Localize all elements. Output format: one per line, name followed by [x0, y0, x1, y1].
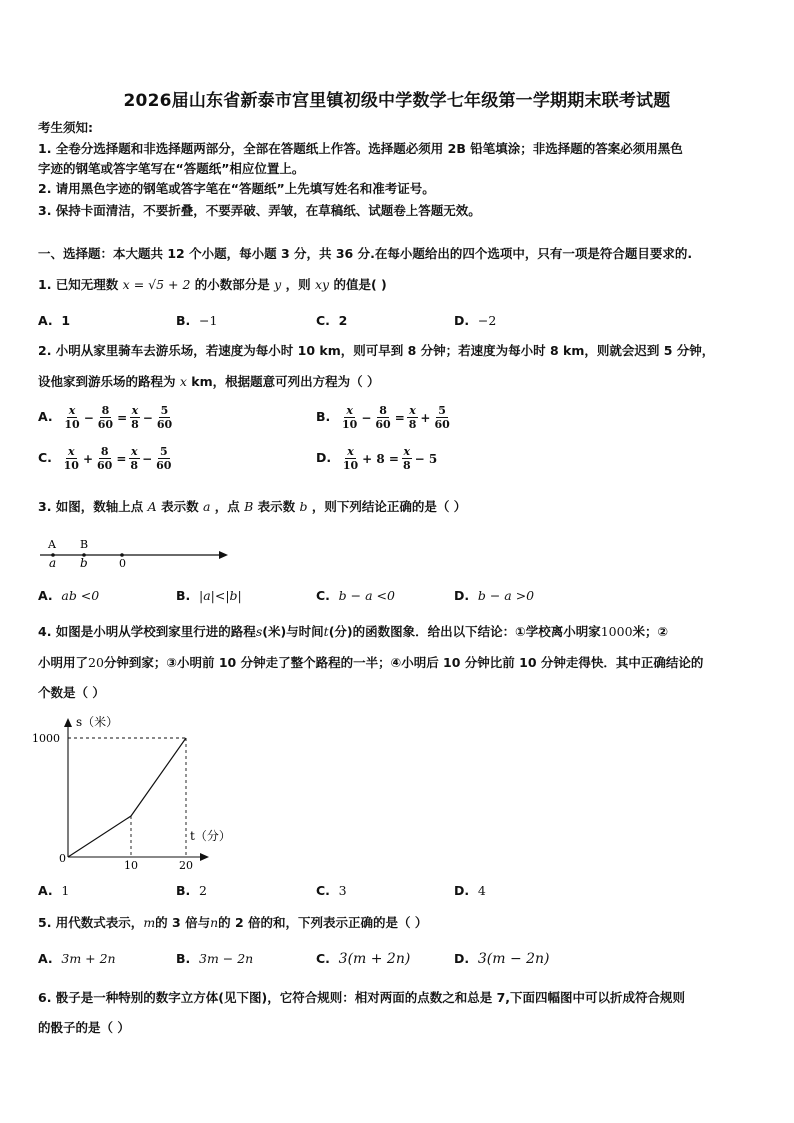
question-5	[38, 914, 756, 932]
fraction: $\frac{8}{60}$	[375, 404, 391, 431]
q3-text: 3. 如图，数轴上点	[38, 499, 144, 514]
option-value: 1	[61, 313, 71, 328]
option-value: b − a >0	[477, 588, 535, 603]
question-2-line-2	[38, 373, 756, 391]
option-letter: C.	[316, 313, 330, 328]
fraction: $\frac{x}{10}$	[342, 445, 359, 472]
option-value: 3m − 2n	[199, 951, 254, 966]
fraction: $\frac{x}{10}$	[64, 404, 80, 431]
graph-line	[68, 738, 186, 857]
fraction: $\frac{x}{8}$	[402, 445, 411, 472]
option-value: 3	[338, 883, 347, 898]
option-value: 4	[477, 883, 486, 898]
q1-text-mid2: ，则	[285, 277, 311, 292]
x-axis-label: t（分）	[190, 829, 231, 843]
option-value: 1	[61, 883, 70, 898]
question-2-line-1: 2. 小明从家里骑车去游乐场，若速度为每小时 10 km，则可早到 8 分钟；若速度为每小时 8 km，则就会迟到 5 分钟，	[38, 343, 715, 358]
q3-text-d: 表示数	[257, 499, 296, 514]
option-value: 2	[338, 313, 348, 328]
q3-var-b: b	[299, 499, 308, 514]
question-3	[38, 498, 756, 516]
option-letter: B.	[316, 409, 331, 424]
fraction: $\frac{5}{60}$	[156, 445, 172, 472]
q5-var-m: m	[143, 915, 156, 930]
option-letter: A.	[38, 951, 53, 966]
q1-option-d[interactable]	[454, 313, 496, 328]
option-letter: D.	[454, 588, 470, 603]
q5-var-n: n	[210, 915, 219, 930]
fraction: $\frac{x}{8}$	[130, 445, 139, 472]
option-letter: C.	[316, 588, 330, 603]
option-value: |a|<|b|	[199, 588, 242, 603]
option-letter: C.	[316, 951, 330, 966]
q5-text-c: 的 2 倍的和，下列表示正确的是（ ）	[218, 915, 428, 930]
fraction: $\frac{8}{60}$	[97, 445, 113, 472]
fraction: $\frac{x}{8}$	[131, 404, 139, 431]
q1-expression: x = √5 + 2	[122, 277, 191, 292]
q4-option-b[interactable]	[176, 883, 207, 898]
q4-text: 4. 如图是小明从学校到家里行进的路程	[38, 624, 256, 639]
q3-text-e: ，则下列结论正确的是（ ）	[311, 499, 467, 514]
option-letter: A.	[38, 883, 53, 898]
option-letter: A.	[38, 409, 53, 424]
notice-item-1: 1. 全卷分选择题和非选择题两部分，全部在答题纸上作答。选择题必须用 2B 铅笔填涂；非选择题的答案必须用黑色	[38, 141, 683, 156]
notice-item-1-cont: 字迹的钢笔或答字笔写在“答题纸”相应位置上。	[38, 161, 305, 176]
q2-option-a[interactable]: A. $\frac{x}{10}$ − $\frac{8}{60}$ = $\frac{x}{8}$ − $\frac{5}{60}$	[38, 404, 173, 431]
label-val-a: a	[49, 556, 57, 570]
q4-text-f: 分钟到家；③小明前 10 分钟走了整个路程的一半；④小明后 10 分钟比前 10 分钟走得快．其中正确结论的	[103, 655, 704, 670]
q4-option-a[interactable]	[38, 883, 69, 898]
q2-option-c[interactable]: C. $\frac{x}{10}$ + $\frac{8}{60}$ = $\frac{x}{8}$ − $\frac{5}{60}$	[38, 445, 172, 472]
q4-text-e: 小明用了	[38, 655, 89, 670]
q3-option-b[interactable]	[176, 588, 242, 603]
option-letter: D.	[316, 450, 332, 465]
fraction: $\frac{5}{60}$	[156, 404, 173, 431]
q5-text-b: 的 3 倍与	[155, 915, 211, 930]
question-4-line-1	[38, 623, 756, 641]
q3-text-b: 表示数	[161, 499, 199, 514]
q2-text: 设他家到游乐场的路程为	[38, 374, 176, 389]
q4-option-d[interactable]	[454, 883, 486, 898]
q5-option-a[interactable]	[38, 951, 116, 966]
question-6-line-1: 6. 骰子是一种特别的数字立方体(见下图)，它符合规则：相对两面的点数之和总是 7,下面四幅图中可以折成符合规则	[38, 990, 686, 1005]
notice-item-3: 3. 保持卡面清洁，不要折叠，不要弄破、弄皱，在草稿纸、试题卷上答题无效。	[38, 203, 481, 218]
q1-text-suffix: 的值是( )	[333, 277, 387, 292]
q4-text-c: (分)的函数图象．给出以下结论：①学校离小明家	[328, 624, 601, 639]
q4-text-b: (米)与时间	[262, 624, 324, 639]
q2-option-b[interactable]: B. $\frac{x}{10}$ − $\frac{8}{60}$ = $\frac{x}{8}$ + $\frac{5}{60}$	[316, 404, 450, 431]
q4-text-d: 米；②	[632, 624, 669, 639]
option-value: 3(m − 2n)	[477, 951, 550, 967]
q1-option-a[interactable]	[38, 313, 70, 328]
option-value: 3m + 2n	[61, 951, 116, 966]
page-title: 2026届山东省新泰市宫里镇初级中学数学七年级第一学期期末联考试题	[123, 91, 671, 111]
q5-option-c[interactable]	[316, 951, 410, 967]
notice-heading: 考生须知:	[38, 120, 93, 135]
q3-var-a: a	[202, 499, 211, 514]
q3-point-b: B	[244, 499, 254, 514]
q5-option-b[interactable]	[176, 951, 253, 966]
fraction: $\frac{x}{8}$	[408, 404, 417, 431]
q4-var-s: s	[255, 624, 263, 639]
q4-number-20: 20	[88, 655, 104, 670]
q1-var-y: y	[274, 277, 282, 292]
q2-var-x: x	[179, 374, 187, 389]
number-line-figure	[36, 534, 236, 574]
arrow-head-icon	[219, 551, 228, 559]
section-heading: 一、选择题：本大题共 12 个小题，每小题 3 分，共 36 分.在每小题给出的四个选项中，只有一项是符合题目要求的.	[38, 246, 693, 261]
distance-time-graph	[30, 712, 240, 874]
q4-number-1000: 1000	[600, 624, 633, 639]
q1-option-c[interactable]	[316, 313, 347, 328]
option-letter: D.	[454, 313, 470, 328]
option-letter: A.	[38, 588, 53, 603]
question-1	[38, 276, 756, 294]
option-letter: C.	[316, 883, 330, 898]
option-letter: B.	[176, 951, 191, 966]
option-letter: B.	[176, 588, 191, 603]
fraction: $\frac{8}{60}$	[97, 404, 114, 431]
question-4-line-3: 个数是（ ）	[38, 685, 105, 700]
label-val-b: b	[80, 556, 88, 570]
q1-text-mid: 的小数部分是	[194, 277, 270, 292]
q3-option-a[interactable]	[38, 588, 99, 603]
option-letter: B.	[176, 883, 191, 898]
q3-text-c: ，点	[214, 499, 240, 514]
q1-text: 1. 已知无理数	[38, 277, 119, 292]
question-4-line-2	[38, 654, 756, 672]
q1-var-xy: xy	[314, 277, 330, 292]
q4-var-t: t	[323, 624, 329, 639]
x-tick-10: 10	[124, 859, 138, 872]
y-axis-arrow-icon	[64, 718, 72, 727]
question-6-line-2: 的骰子的是（ ）	[38, 1020, 130, 1035]
origin-label: 0	[59, 852, 66, 865]
option-value: b − a <0	[338, 588, 395, 603]
fraction: $\frac{5}{60}$	[434, 404, 450, 431]
q5-option-d[interactable]	[454, 951, 550, 967]
q4-option-c[interactable]	[316, 883, 347, 898]
option-letter: A.	[38, 313, 53, 328]
option-value: −2	[477, 313, 497, 328]
label-zero: 0	[119, 557, 126, 570]
option-value: ab <0	[61, 588, 100, 603]
q2-option-d[interactable]: D. $\frac{x}{10}$ + 8 = $\frac{x}{8}$ − 5	[316, 445, 438, 472]
notice-item-2: 2. 请用黑色字迹的钢笔或答字笔在“答题纸”上先填写姓名和准考证号。	[38, 181, 435, 196]
option-value: −1	[199, 313, 218, 328]
q5-text: 5. 用代数式表示，	[38, 915, 144, 930]
x-tick-20: 20	[179, 859, 193, 872]
option-letter: C.	[38, 450, 52, 465]
y-tick-1000: 1000	[32, 732, 60, 745]
option-letter: B.	[176, 313, 191, 328]
q3-point-a: A	[147, 499, 157, 514]
option-letter: D.	[454, 951, 470, 966]
option-value: 2	[199, 883, 207, 898]
x-axis-arrow-icon	[200, 853, 209, 861]
q1-option-b[interactable]	[176, 313, 217, 328]
label-a: A	[48, 538, 56, 551]
q3-option-c[interactable]	[316, 588, 395, 603]
fraction: $\frac{x}{10}$	[342, 404, 358, 431]
fraction: $\frac{x}{10}$	[63, 445, 79, 472]
y-axis-label: s（米）	[76, 715, 119, 729]
q3-option-d[interactable]	[454, 588, 534, 603]
q2-text-b: km，根据题意可列出方程为（ ）	[191, 374, 380, 389]
option-value: 3(m + 2n)	[338, 951, 411, 967]
label-b: B	[80, 538, 89, 551]
option-letter: D.	[454, 883, 470, 898]
